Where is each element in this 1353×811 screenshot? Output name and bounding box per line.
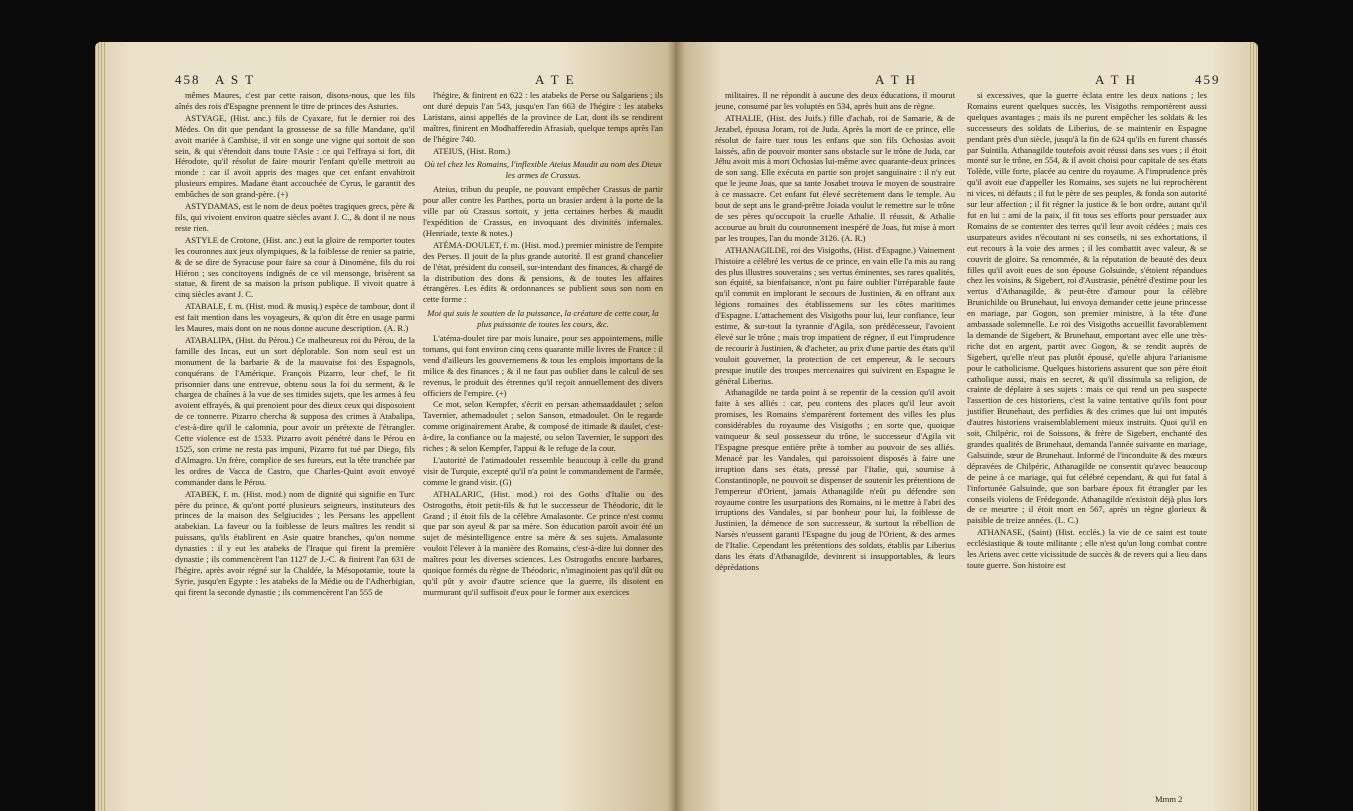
paragraph: Ce mot, selon Kempfer, s'écrit en persan athemaaddaulet ; selon Tavernier, athemadoulet ; selon Sanson, etmadoulet. On le regarde comme originairement Arabe, & composé de itimade & daulet, c'est-à-dire, la confiance ou la majesté, ou selon Tavernier, le support des riches ; & selon Kempfer, l'appui & le refuge de la cour. bbox=[423, 399, 663, 454]
book-gutter bbox=[667, 42, 685, 811]
paragraph: mêmes Maures, c'est par cette raison, disons-nous, que les fils aînés des rois d'Espagne prennent le titre de princes des Asturies. bbox=[175, 90, 415, 111]
paragraph: ATABALIPA, (Hist. du Pérou.) Ce malheureux roi du Pérou, de la famille des Incas, eut un sort déplorable. Son nom seul est un monument de la barbarie & de la mauvaise foi des Espagnols, conquérans de l'Amérique. François Pizarro, leur chef, le fit prisonnier dans une entrevue, obtenu sous la foi du serment, & le chargea de chaînes à la vue de ses timides sujets, que les armes à feu avoient effrayés, & qui prenoient pour des dieux ceux qui disposoient de ce tonnerre. Pizarro chercha & supposa des crimes à Atabalipa, c'est-à-dire qu'il le calomnia, pour avoir un prétexte de l'étrangler. Cette violence est de 1533. Pizarro avoit pénétré dans le Pérou en 1525, son crime ne resta pas impuni, Pizarro fut tué par Diego, fils d'Almagro. Un frère, complice de ses fureurs, eut la tête tranchée par les ordres de Vacca de Castro, que Charles-Quint avoit envoyé commander dans le Pérou. bbox=[175, 334, 415, 487]
left-page bbox=[95, 42, 675, 811]
page-edge-left bbox=[95, 42, 105, 811]
right-column-1 bbox=[715, 90, 955, 574]
paragraph: L'autorité de l'atimadoulet ressemble beaucoup à celle du grand visir de Turquie, excepté qu'il n'a point le commandement de l'armée, comme le grand visir. (G) bbox=[423, 455, 663, 487]
paragraph: l'hégire, & finirent en 622 : les atabeks de Perse ou Salgariens ; ils ont duré depuis l'an 543, jusqu'en l'an 663 de l'hégire : les atabeks Laristans, ainsi appellés de la province de Lar, dont ils se rendirent maîtres, finirent en Modhafferedin Afrasiab, quelque temps après l'an de l'hégire 740. bbox=[423, 90, 663, 144]
signature-mark: Mmm 2 bbox=[1155, 794, 1183, 804]
paragraph: ASTYDAMAS, est le nom de deux poëtes tragiques grecs, père & fils, qui vivoient environ quatre siècles avant J. C., & dont il ne nous reste rien. bbox=[175, 201, 415, 233]
left-page-number: 458 bbox=[175, 72, 201, 87]
left-column-2 bbox=[423, 90, 663, 599]
right-page bbox=[675, 42, 1258, 811]
paragraph: Athanagilde ne tarda point à se repentir de la cession qu'il avoit faite à ses alliés : car, peu contens des places qu'il leur avoit promises, les Romains s'emparèrent fortement des villes les plus considérables du royaume des Visigoths ; en sorte que, quoique vainqueur & seul possesseur du trône, le successeur d'Agila vit l'Espagne presque entière prête à tomber au pouvoir de ses alliés. Menacé par les Vandales, qui paroissoient disposés à faire une irruption dans ses états, pressé par l'Italie, qui, soumise à Constantinople, ne pouvoit se dispenser de soutenir les prétentions de l'empereur d'Orient, jamais Athanagilde n'eût pu défendre son royaume contre les usurpations des Romains, ni le mettre à l'abri des irruptions des Vandales, si par bonheur pour lui, la foiblesse de Justinien, la démence de son successeur, & surtout la rébellion de Narsès n'eussent garanti l'Espagne du joug de l'Orient, & des armes de l'Italie. Cependant les prétentions des soldats, établis par Liberius dans les états d'Athanagilde, devinrent si insupportables, & leurs déprédations bbox=[715, 387, 955, 572]
paragraph: militaires. Il ne répondit à aucune des deux éducations, il mourut jeune, consumé par les voluptés en 534, après huit ans de règne. bbox=[715, 90, 955, 111]
paragraph: ASTYLE de Crotone, (Hist. anc.) eut la gloire de remporter toutes les couronnes aux jeux olympiques, & la foiblesse de renier sa patrie, & de se dire de Syracuse pour faire sa cour à Dinomène, fils du roi Hiéron ; ses concitoyens indignés de ce vil mensonge, brisèrent sa statue, & firent de sa maison la prison publique. Il vivoit quatre à cinq siècles avant J. C. bbox=[175, 234, 415, 300]
paragraph: ATABEK, f. m. (Hist. mod.) nom de dignité qui signifie en Turc père du prince, & qu'ont porté plusieurs seigneurs, instituteurs des princes de la maison des Selgiucides ; les Persans les appellent atabekian. La faveur ou la foiblesse de leurs maîtres les rendit si puissans, qu'ils établirent en Asie quatre branches, qu'on nomme dynasties : il y eut les atabeks de l'Iraque qui firent la première dynastie ; ils commencèrent l'an 1127 de J.-C. & finirent l'an 631 de l'hégire, après avoir régné sur la Chaldée, la Mésopotamie, toute la Syrie, jusqu'en Egypte : les atabeks de la Médie ou de l'Adherbigian, qui firent la seconde dynastie ; ils commencèrent l'an 555 de bbox=[175, 488, 415, 597]
paragraph: L'atéma-doulet tire par mois lunaire, pour ses appointemens, mille tomans, qui font environ cinq cens quarante mille livres de France : il vend d'ailleurs les gouvernemens & tous les emplois importans de la milice & des finances ; & il ne faut pas oublier dans le calcul de ses revenus, le produit des étrennes qu'il reçoit annuellement des divers officiers de l'empire. (+) bbox=[423, 333, 663, 398]
edict-quote: Moi qui suis le soutien de la puissance, la créature de cette cour, la plus puissante de toutes les cours, &c. bbox=[427, 308, 659, 330]
paragraph: ATEIUS, (Hist. Rom.) bbox=[433, 145, 511, 156]
left-running-head-2: A T E bbox=[535, 72, 576, 87]
page-edge-right bbox=[1248, 42, 1258, 811]
right-column-2 bbox=[967, 90, 1207, 572]
right-running-head-1: A T H bbox=[875, 72, 918, 87]
paragraph: ASTYAGE, (Hist. anc.) fils de Cyaxare, fut le dernier roi des Mèdes. On dit que pendant la grossesse de sa fille Mandane, qu'il avoit mariée à Cambise, il vit en songe une vigne qui sortoit de son sein, & qui s'étendoit dans toute l'Asie : ce qui l'effraya si fort, dit Hérodote, qu'il résolut de faire mourir l'enfant qu'elle mettroit au monde : car il avoit appris des mages que cet enfant envahiroit plusieurs empires. Madane étant accouchée de Cyrus, le garantit des embûches de son grand-père. (+) bbox=[175, 112, 415, 200]
left-running-head-1: A S T bbox=[215, 72, 256, 87]
paragraph: ATABALE, f. m. (Hist. mod. & musiq.) espèce de tambour, dont il est fait mention dans les voyageurs, & qu'on dit être en usage parmi les Maures, mais dont on ne nous donne aucune description. (A. R.) bbox=[175, 301, 415, 334]
right-page-number: 459 bbox=[1195, 72, 1221, 87]
right-running-head-2: A T H bbox=[1095, 72, 1138, 87]
paragraph: si excessives, que la guerre éclata entre les deux nations ; les Romains eurent quelques succès, les Visigoths remportèrent aussi quelques avantages ; mais ils ne purent empêcher les soldats & les successeurs des soldats de Liberius, de se maintenir en Espagne pendant près d'un siècle, jusqu'à la fin de 624 qu'ils en furent chassés par Suintila. Athanagilde toutefois avoit réussi dans ses vues ; il étoit monté sur le trône, en 554, & il avoit choisi pour capitale de ses états Tolède, ville forte, placée au centre du royaume. A l'imprudence près qu'il avoit eue d'appeller les Romains, ses sujets ne lui reprochèrent ni vices, ni défauts ; il fut le père de ses peuples, & fonda son autorité sur leur affection ; il fit régner la justice & le bon ordre, autant qu'il fut en lui : ami de la paix, il fit tous ses efforts pour persuader aux Romains de se contenter des terres qu'il leur avoit cédées ; mais ces usurpateurs avides n'écoutant ni ses conseils, ni ses exhortations, il eut recours à la voie des armes ; il les combattit avec valeur, & se couvrit de gloire. Sa renommée, & la réputation de beauté des deux filles qu'il avoit eues de son épouse Golsuinde, s'étoient répandues chez les voisins, & Sigebert, roi d'Austrasie, pénétré d'estime pour les vertus d'Athanagilde, & peut-être d'amour pour la célèbre Brunichilde ou Brunehaut, lui envoya demander cette jeune princesse en mariage, par Gogon, son premier ministre, à la tête d'une ambassade solemnelle. Le roi des Visigoths accueillit favorablement la demande de Sigebert, & Brunehaut, emportant avec elle une très-riche dot en argent, partit avec Gogon, & se rendit auprès de Sigebert, qu'elle n'eut pas plutôt épousé, qu'elle abjura l'arianisme pour le catholicisme. Quelques historiens assurent que son père étoit catholique aussi, mais en secret, & qu'il dissimula sa religion, de crainte de déplaire à ses sujets : mais ce qui rend un peu suspecte l'assertion de ces historiens, c'est la vaine tentative qu'ils font pour justifier Brunehaut, des perfidies & des crimes que lui ont imputés d'autres historiens vraisemblablement mieux instruits. Quoi qu'il en soit, Chilpéric, roi de Soissons, & frère de Sigebert, enchanté des grandes qualités de Brunehaut, demanda l'année suivante en mariage, Galsuinde, sœur de Brunehaut. Informé de l'inconduite & des mœurs dépravées de Chilpéric, Athanagilde ne consentit qu'avec beaucoup de peine à ce mariage, qui fut célébré cependant, & qui fut fatal à l'infortunée Galsuinde, que son barbare époux fit étrangler par les conseils violens de Frédegonde. Athanagilde n'existoit déjà plus lors de ce meurtre ; il étoit mort en 567, après un règne glorieux & paisible de treize années. (L. C.) bbox=[967, 90, 1207, 526]
paragraph: ATHANASE, (Saint) (Hist. ecclés.) la vie de ce saint est toute ecclésiastique & toute militante ; elle n'est qu'un long combat contre les Ariens avec cette vicissitude de succès & de revers qui a lieu dans toute guerre. Son histoire est bbox=[967, 527, 1207, 570]
left-column-1 bbox=[175, 90, 415, 599]
verse-quote: Où tel chez les Romains, l'inflexible Ateius Maudit au nom des Dieux les armes de Crassus. bbox=[424, 159, 662, 181]
paragraph: ATHALARIC, (Hist. mod.) roi des Goths d'Italie ou des Ostrogoths, étoit petit-fils & fut le successeur de Théodoric, dit le Grand ; il étoit fils de la célèbre Amalasonte. Ce prince n'est connu que par son ayeul & par sa mère. Son éducation paroît avoir été un sujet de mésintelligence entre sa mère & ses sujets. Amalasonte vouloit l'élever à la manière des Romains, c'est-à-dire lui donner des maîtres pour les diverses sciences. Les Ostrogoths encore barbares, quoique formés du règne de Théodoric, n'imaginoient pas qu'il dût ou qu'il pût y avoir d'autre science que la guerre, ils disoient en murmurant qu'il suffisoit d'eux pour le former aux exercices bbox=[423, 488, 663, 597]
paragraph: ATHANAGILDE, roi des Visigoths, (Hist. d'Espagne.) Vainement l'histoire a célébré les vertus de ce prince, en vain elle l'a mis au rang des plus illustres souverains ; ses vertus éminentes, ses rares qualités, son équité, sa bienfaisance, n'ont pu faire oublier l'irréparable faute qu'il commit en implorant le secours de Justinien, & en offrant aux légions romaines des établissemens sur les côtes maritimes d'Espagne. L'attachement des Visigoths pour lui, leur confiance, leur estime, & sur-tout la tyrannie d'Agila, son prédécesseur, l'avoient élevé sur le trône ; mais trop impatient de régner, il eut l'imprudence de recourir à Justinien, & d'acheter, au prix d'une partie des états qu'il vouloit gouverner, la protection de cet empereur, & le secours presque inutile des troupes mercenaires qui suivirent en Espagne le général Liberius. bbox=[715, 244, 955, 386]
book-spread bbox=[95, 42, 1258, 811]
paragraph: ATÉMA-DOULET, f. m. (Hist. mod.) premier ministre de l'empire des Perses. Il jouit de la plus grande autorité. Il est grand chancelier de l'état, président du conseil, sur-intendant des finances, & chargé de la distribution des dons & pensions, & de toutes les affaires étrangères. Les édits & ordonnances se publient sous son nom en cette forme : bbox=[423, 239, 663, 305]
paragraph: Ateius, tribun du peuple, ne pouvant empêcher Crassus de partir pour aller contre les Parthes, porta un brasier ardent à la porte de la ville par où Crassus sortoit, y jetta certaines herbes & maudit l'expédition de Crassus, en invoquant des divinités infernales. (Henriade, texte & notes.) bbox=[423, 184, 663, 238]
paragraph: ATHALIE, (Hist. des Juifs.) fille d'achab, roi de Samarie, & de Jezabel, épousa Joram, roi de Juda. Après la mort de ce prince, elle résolut de faire tuer tous les enfans que son fils Ochosias avoit laissés, afin de pouvoir monter sans obstacle sur le trône de Juda, car Jéhu avoit mis à mort Ochosias lui-même avec quarante-deux princes de son sang. Elle exécuta en partie son projet sanguinaire : il n'y eut que le jeune Joas, que sa tante Josabet trouva le moyen de soustraire à ce massacre. Cet enfant fut élevé secrètement dans le temple. Au bout de sept ans le grand-prêtre Joiada voulut le remettre sur le trône de ses pères qu'occupoit la cruelle Athalie. Il réussit, & Athalie accourue au bruit du couronnement inespéré de Joas, fut mise à mort par les troupes, l'an du monde 3126. (A. R.) bbox=[715, 112, 955, 243]
